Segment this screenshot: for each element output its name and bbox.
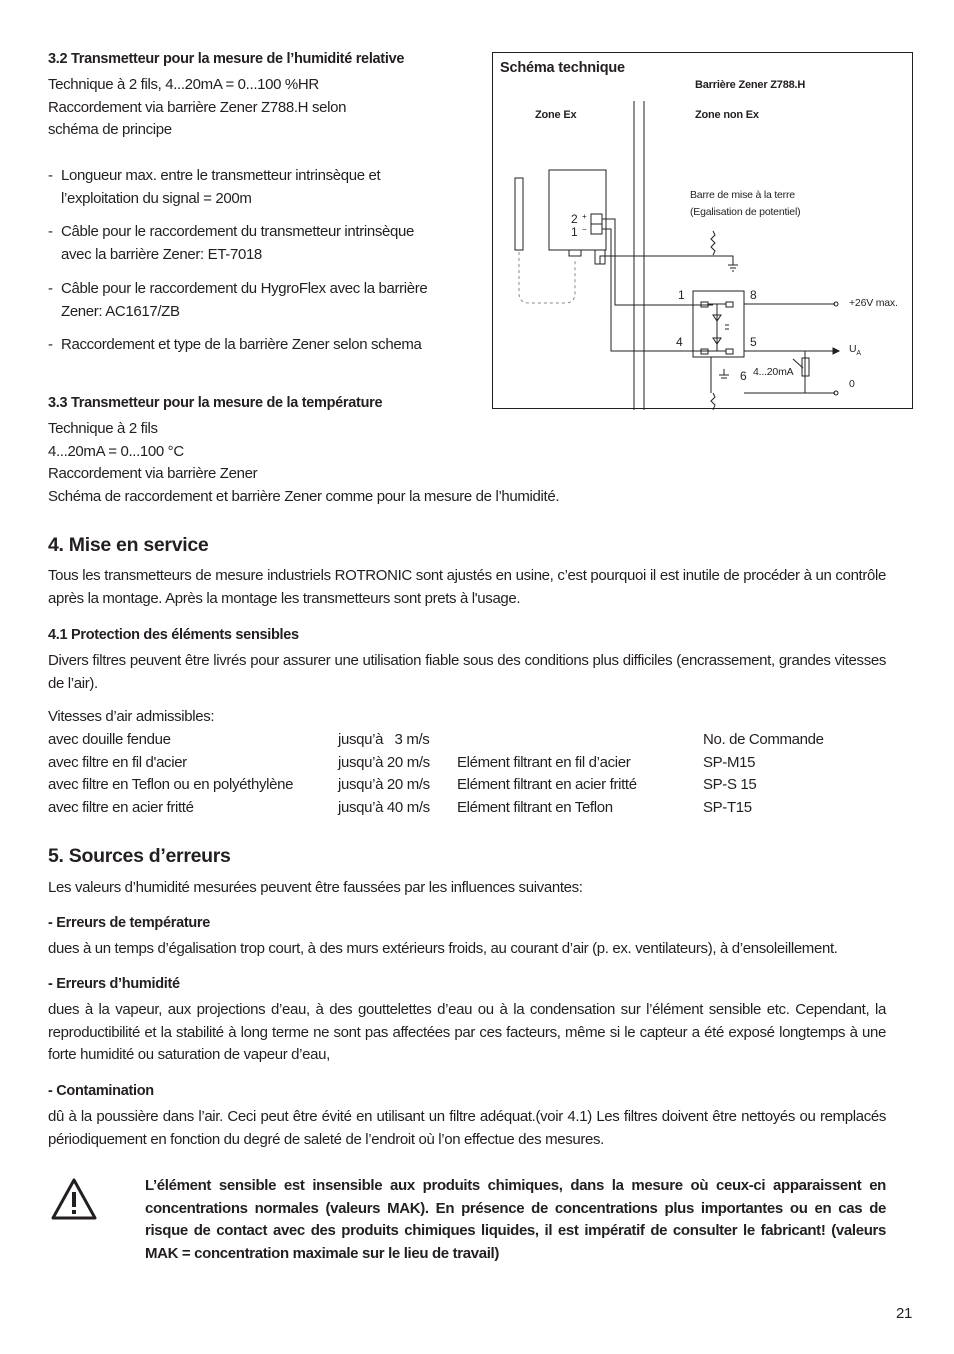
table-cell: jusqu’à 20 m/s	[338, 753, 430, 771]
text-line: Technique à 2 fils	[48, 420, 158, 437]
table-row	[48, 797, 824, 820]
table-cell: jusqu’à 20 m/s	[338, 776, 430, 794]
terminal-2-label: 2	[571, 212, 578, 226]
current-label: 4...20mA	[753, 366, 794, 378]
section-4-1-heading: 4.1 Protection des éléments sensibles	[48, 627, 299, 643]
table-cell: Elément filtrant en fil d’acier	[457, 753, 631, 771]
table-cell: avec douille fendue	[48, 731, 171, 748]
text-line: Technique à 2 fils, 4...20mA = 0...100 %HR	[48, 76, 319, 93]
zone-ex-label: Zone Ex	[535, 109, 577, 121]
pin-5-label: 5	[750, 335, 757, 349]
table-cell: Elément filtrant en Teflon	[457, 799, 613, 817]
temperature-errors-heading: - Erreurs de température	[48, 915, 211, 931]
section-3-2-body	[48, 74, 478, 142]
bullet-line: Raccordement et type de la barrière Zener selon schema	[61, 336, 422, 354]
section-3-2-heading: 3.2 Transmetteur pour la mesure de l’humidité relative	[48, 51, 405, 67]
terminal-1-label: 1	[571, 225, 578, 239]
list-item: - Raccordement et type de la barrière Zener selon schema	[48, 334, 478, 357]
table-cell: jusqu’à 40 m/s	[338, 799, 430, 817]
warning-text: L’élément sensible est insensible aux produits chimiques, dans la mesure où ceux-ci apparaissent en concentrations normales (valeurs MAK). En présence de concentrations plus importantes ou en cas de risque de contact avec des produits chimiques liquides, il est impératif de consulter le fabricant! (valeurs MAK = concentration maximale sur le lieu de travail)	[145, 1177, 886, 1263]
earth-bar-label: Barre de mise à la terre	[690, 189, 795, 201]
table-cell: avec filtre en Teflon ou en polyéthylène	[48, 776, 294, 794]
pin-6-label: 6	[740, 369, 747, 383]
bullet-line: avec la barrière Zener: ET-7018	[61, 246, 262, 264]
table-row	[48, 752, 824, 775]
humidity-errors-text: dues à la vapeur, aux projections d’eau, à des gouttelettes d’eau ou à la condensation sur l’élément sensible etc. Cependant, la reproductibilité et la stabilité à long terme ne sont pas affectées par ces facteurs, même si le capteur a été exposé longtemps à une forte humidité ou saturation de vapeur d’eau,	[48, 1001, 886, 1064]
bullet-line: Longueur max. entre le transmetteur intrinsèque et	[61, 167, 381, 184]
section-5-heading: 5. Sources d’erreurs	[48, 845, 231, 867]
section-4-heading: 4. Mise en service	[48, 534, 209, 556]
technical-schematic	[492, 52, 913, 409]
contamination-text: dû à la poussière dans l’air. Ceci peut être évité en utilisant un filtre adéquat.(voir 4.1) Les filtres doivent être nettoyés ou remplacés périodiquement en fonction du degré de saleté de l’endroit où l’on effectue des mesures.	[48, 1108, 886, 1148]
pin-1-label: 1	[678, 288, 685, 302]
warning-triangle-icon	[50, 1177, 98, 1222]
bullet-line: l’exploitation du signal = 200m	[61, 189, 252, 207]
ua-sub: A	[856, 350, 861, 358]
table-cell: SP-M15	[703, 753, 756, 771]
text-line: 4...20mA = 0...100 °C	[48, 442, 184, 460]
humidity-errors-heading: - Erreurs d’humidité	[48, 976, 180, 992]
air-speed-table	[48, 729, 824, 820]
ua-main: U	[849, 343, 857, 355]
list-item: - Longueur max. entre le transmetteur intrinsèque et l’exploitation du signal = 200m	[48, 165, 478, 210]
section-5-intro: Les valeurs d’humidité mesurées peuvent être faussées par les influences suivantes:	[48, 879, 583, 896]
schema-title: Schéma technique	[500, 60, 625, 76]
text-line: schéma de principe	[48, 121, 172, 139]
temperature-errors-text: dues à un temps d’égalisation trop court, à des murs extérieurs froids, au courant d’air (p. ex. ventilateurs), à d’ensoleillement.	[48, 940, 838, 957]
pin-4-label: 4	[676, 335, 683, 349]
bullet-line: Zener: AC1617/ZB	[61, 302, 180, 320]
bullet-line: Câble pour le raccordement du transmetteur intrinsèque	[61, 223, 414, 241]
table-cell	[457, 729, 703, 752]
section-4-1-paragraph: Divers filtres peuvent être livrés pour assurer une utilisation fiable sous des conditions plus difficiles (encrassement, grandes vitesses de l’air).	[48, 652, 886, 692]
table-cell: SP-S 15	[703, 776, 757, 794]
section-3-3-heading: 3.3 Transmetteur pour la mesure de la température	[48, 395, 383, 411]
table-cell: Elément filtrant en acier fritté	[457, 776, 637, 794]
bullet-line: Câble pour le raccordement du HygroFlex avec la barrière	[61, 279, 428, 297]
table-row	[48, 774, 824, 797]
table-cell: SP-T15	[703, 799, 752, 817]
contamination-heading: - Contamination	[48, 1083, 154, 1099]
table-cell: avec filtre en fil d'acier	[48, 753, 187, 771]
zone-non-ex-label: Zone non Ex	[695, 109, 759, 121]
text-line: Raccordement via barrière Zener Z788.H selon	[48, 98, 347, 116]
air-speed-title: Vitesses d’air admissibles:	[48, 708, 215, 725]
pin-8-label: 8	[750, 288, 757, 302]
text-line: Raccordement via barrière Zener	[48, 465, 258, 483]
terminal-minus-label: −	[582, 225, 587, 234]
page-number: 21	[896, 1305, 912, 1322]
table-row	[48, 729, 824, 752]
table-cell: jusqu’à 3 m/s	[338, 731, 430, 748]
section-3-3-body	[48, 418, 559, 509]
table-cell: avec filtre en acier fritté	[48, 799, 194, 817]
bullet-list	[48, 165, 478, 357]
barrier-label: Barrière Zener Z788.H	[695, 79, 806, 91]
text-line: Schéma de raccordement et barrière Zener comme pour la mesure de l’humidité.	[48, 488, 560, 506]
list-item: - Câble pour le raccordement du HygroFlex avec la barrière Zener: AC1617/ZB	[48, 278, 478, 323]
ua-label	[849, 343, 861, 357]
terminal-plus-label: +	[582, 212, 587, 221]
list-item: - Câble pour le raccordement du transmetteur intrinsèque avec la barrière Zener: ET-7018	[48, 221, 478, 266]
section-4-paragraph: Tous les transmetteurs de mesure industriels ROTRONIC sont ajustés en usine, c’est pourquoi il est inutile de procéder à un contrôle après la montage. Après la montage les transmetteurs sont prets à l'usage.	[48, 567, 886, 607]
earth-bar-label-2: (Egalisation de potentiel)	[690, 206, 801, 218]
supply-label: +26V max.	[849, 297, 898, 309]
table-cell: No. de Commande	[703, 731, 824, 748]
zero-label: 0	[849, 378, 855, 390]
